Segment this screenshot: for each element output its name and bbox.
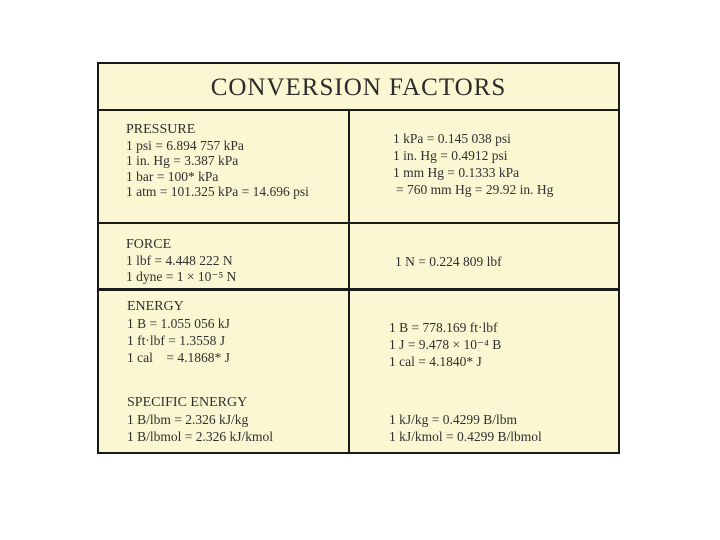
force-right-cell [395,254,502,270]
energy-left-line: 1 cal = 4.1868* J [127,350,230,365]
energy-left-cell [127,298,230,366]
pressure-left-line: 1 bar = 100* kPa [126,168,219,184]
pressure-right-line: 1 in. Hg = 0.4912 psi [393,148,508,163]
force-left-cell [126,237,236,285]
energy-left-line: 1 ft·lbf = 1.3558 J [127,333,225,348]
specific-energy-left-cell [127,394,273,445]
pressure-right-line: 1 mm Hg = 0.1333 kPa [393,165,520,180]
energy-heading: ENERGY [127,299,184,314]
specific-energy-left-line: 1 B/lbmol = 2.326 kJ/kmol [127,429,274,444]
energy-left-line: 1 B = 1.055 056 kJ [127,316,230,331]
pressure-right-line: 1 kPa = 0.145 038 psi [393,131,511,146]
table-title: CONVERSION FACTORS [99,64,618,111]
specific-energy-right-line: 1 kJ/kmol = 0.4299 B/lbmol [389,429,542,444]
pressure-right-cell [393,130,553,198]
pressure-left-line: 1 psi = 6.894 757 kPa [126,137,244,153]
specific-energy-left-line: 1 B/lbm = 2.326 kJ/kg [127,412,249,427]
force-left-line: 1 dyne = 1 × 10⁻⁵ N [126,269,237,284]
pressure-left-cell [126,122,309,200]
specific-energy-right-line: 1 kJ/kg = 0.4299 B/lbm [389,412,517,427]
force-left-line: 1 lbf = 4.448 222 N [126,253,233,268]
specific-energy-right-cell [389,411,542,445]
row-divider-pressure [99,222,618,224]
energy-right-line: 1 J = 9.478 × 10⁻⁴ B [389,337,502,352]
energy-right-line: 1 cal = 4.1840* J [389,354,482,369]
force-heading: FORCE [126,237,172,252]
pressure-right-line: = 760 mm Hg = 29.92 in. Hg [396,182,554,197]
conversion-factors-table [97,62,620,454]
energy-right-cell [389,319,501,370]
force-right-line: 1 N = 0.224 809 lbf [395,254,502,269]
column-divider [348,109,350,452]
pressure-heading: PRESSURE [126,122,196,137]
pressure-left-line: 1 atm = 101.325 kPa = 14.696 psi [126,184,309,199]
specific-energy-heading: SPECIFIC ENERGY [127,395,248,410]
pressure-left-line: 1 in. Hg = 3.387 kPa [126,153,239,168]
energy-right-line: 1 B = 778.169 ft·lbf [389,320,498,335]
row-divider-force [99,288,618,291]
